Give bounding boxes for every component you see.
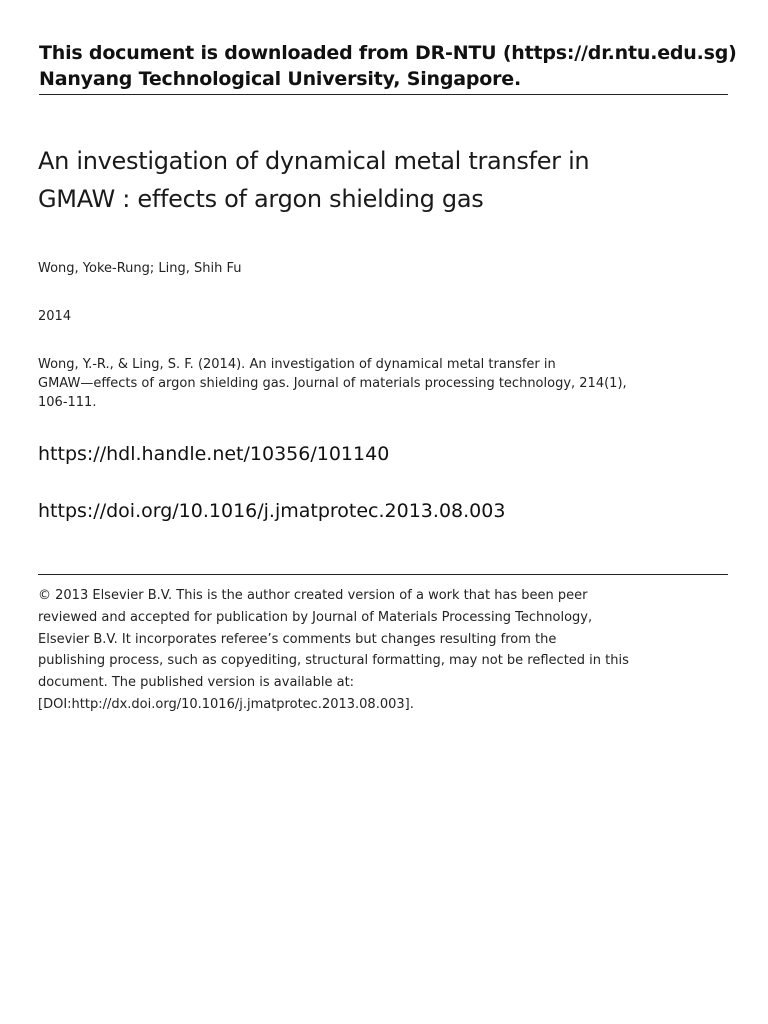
rights-line-1: © 2013 Elsevier B.V. This is the author created version of a work that has been peer — [38, 588, 588, 603]
rights-statement — [38, 585, 678, 716]
doi-link[interactable]: https://doi.org/10.1016/j.jmatprotec.2013.08.003 — [38, 500, 506, 522]
citation-line-3: 106-111. — [38, 395, 97, 410]
rights-line-6: [DOI:http://dx.doi.org/10.1016/j.jmatprotec.2013.08.003]. — [38, 696, 414, 712]
rights-line-3: Elsevier B.V. It incorporates referee’s comments but changes resulting from the — [38, 631, 557, 647]
rights-line-2: reviewed and accepted for publication by Journal of Materials Processing Technology, — [38, 609, 593, 625]
download-banner — [39, 40, 737, 95]
citation-line-1: Wong, Y.-R., & Ling, S. F. (2014). An investigation of dynamical metal transfer in — [38, 357, 556, 372]
citation — [38, 355, 678, 412]
rights-line-5: document. The published version is available at: — [38, 675, 355, 691]
section-divider — [38, 574, 728, 575]
document-title — [38, 142, 718, 218]
handle-link[interactable]: https://hdl.handle.net/10356/101140 — [38, 443, 390, 465]
banner-institution-line: Nanyang Technological University, Singapore. — [39, 68, 522, 90]
citation-line-2: GMAW—effects of argon shielding gas. Journal of materials processing technology, 214(1), — [38, 376, 627, 391]
authors: Wong, Yoke-Rung; Ling, Shih Fu — [38, 261, 242, 276]
title-line-1: An investigation of dynamical metal transfer in — [38, 147, 590, 175]
rights-line-4: publishing process, such as copyediting, structural formatting, may not be reflected in this — [38, 653, 629, 669]
title-line-2: GMAW : effects of argon shielding gas — [38, 185, 484, 213]
banner-source-line: This document is downloaded from DR‑NTU (https://dr.ntu.edu.sg) — [39, 42, 737, 64]
publication-year: 2014 — [38, 309, 72, 324]
